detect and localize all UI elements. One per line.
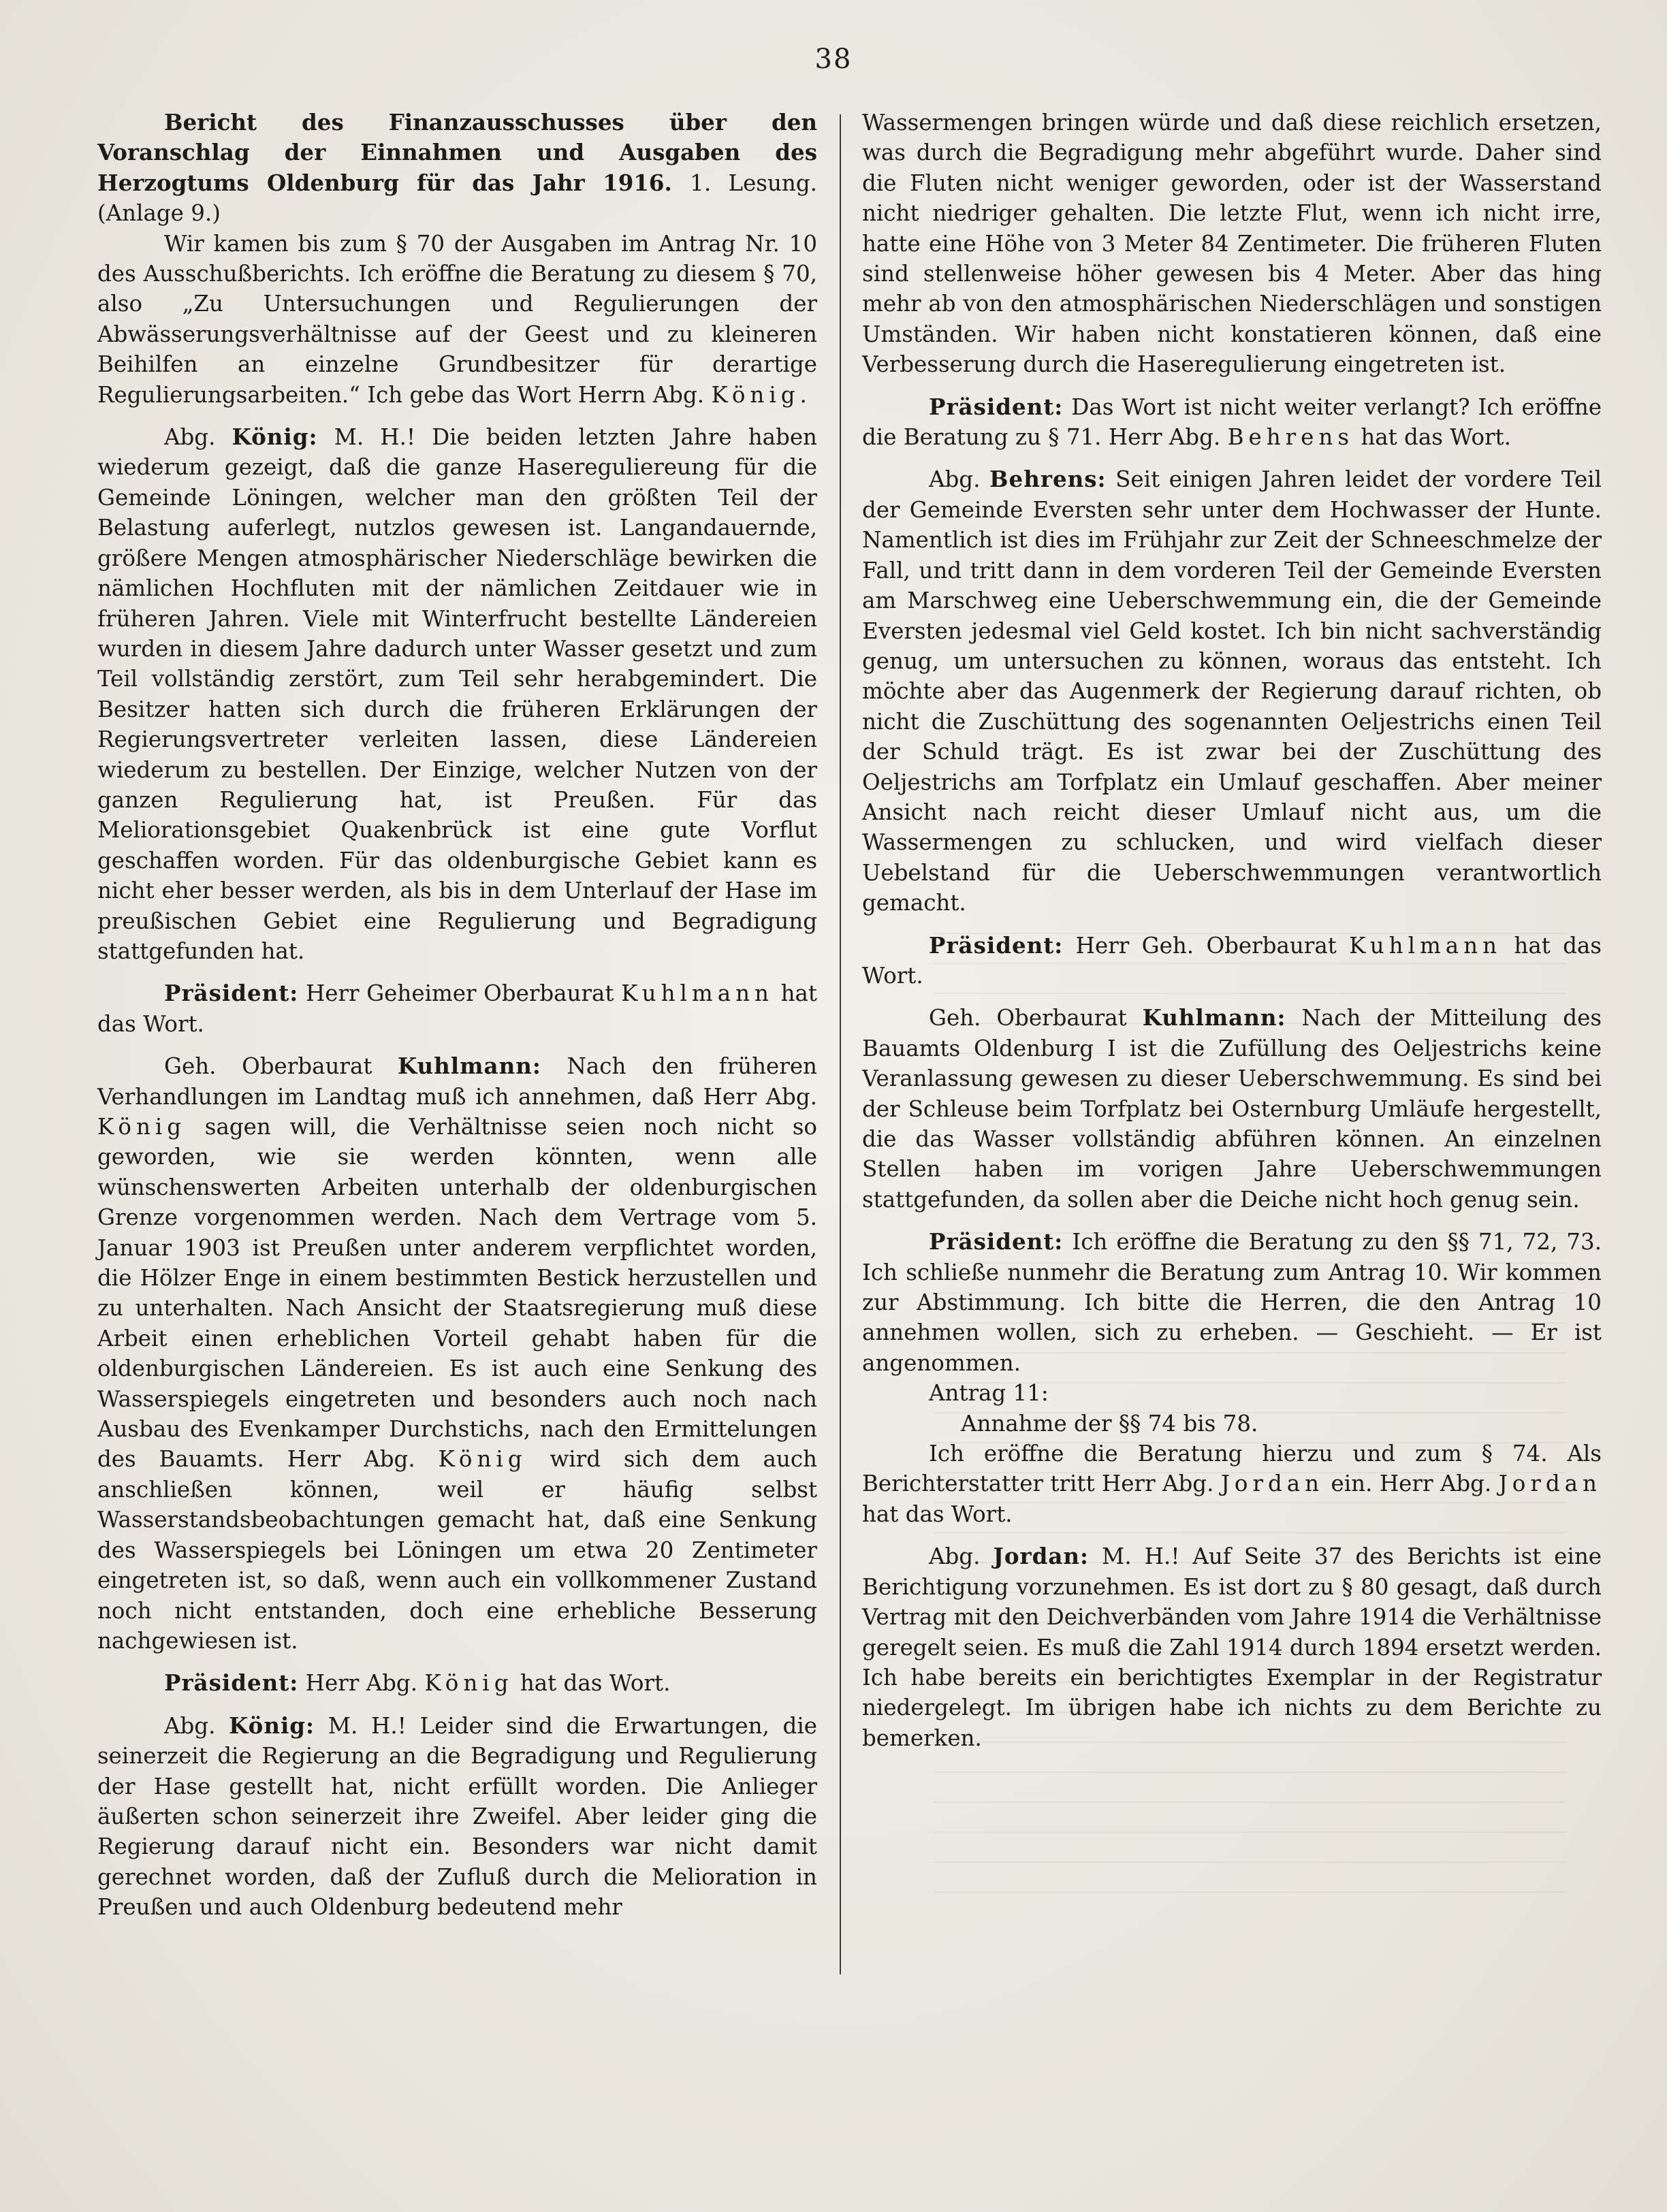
speech-text: Ich eröffne die Beratung hierzu und zum § 74. Als Berichterstatter tritt Herr Abg.: [862, 1441, 1602, 1497]
speaker-name: Präsident:: [929, 393, 1064, 420]
page-number: 38: [814, 44, 853, 75]
speaker-name: Behrens:: [989, 466, 1107, 493]
speaker-name: Präsident:: [929, 1228, 1064, 1255]
antrag-item: Annahme der §§ 74 bis 78.: [961, 1410, 1258, 1437]
speech-text: Seit einigen Jahren leidet der vordere Teil der Gemeinde Eversten sehr unter dem Hochwasser der Hunte. Namentlich ist dies im Frühjahr zur Zeit der Schneeschmelze der Fall, und tritt dann in dem vorderen Teil der Gemeinde Eversten am Marschweg eine Ueberschwemmung ein, die der Gemeinde Eversten jedesmal viel Geld kostet. Ich bin nicht sachverständig genug, um untersuchen zu können, woraus das entsteht. Ich möchte aber das Augenmerk der Regierung darauf richten, ob nicht die Zuschüttung des sogenannten Oeljestrichs einen Teil der Schuld trägt. Es ist zwar bei der Zuschüttung des Oeljestrichs am Torfplatz ein Umlauf geschaffen. Aber meiner Ansicht nach reicht dieser Umlauf nicht aus, um die Wassermengen zu schlucken, und wird vielfach dieser Uebelstand für die Ueberschwemmungen verantwortlich gemacht.: [862, 466, 1602, 916]
speaker-name: König:: [229, 1712, 315, 1739]
speaker-name: Präsident:: [164, 1669, 299, 1697]
called-name: Kuhlmann: [1349, 932, 1502, 959]
called-name: Behrens: [1227, 424, 1354, 451]
intro-text: Wir kamen bis zum § 70 der Ausgaben im Antrag Nr. 10 des Ausschußberichts. Ich eröffne die Beratung zu diesem § 70, also „Zu Untersuchungen und Regulierungen der Abwässerungsverhältnisse auf der Geest und zu kleineren Beihilfen an einzelne Grundbesitzer für derartige Regulierungsarbeiten.“ Ich gebe das Wort Herrn Abg.: [97, 230, 817, 408]
mentioned-name-b: Jordan: [1498, 1471, 1602, 1497]
speaker-name: Präsident:: [929, 931, 1064, 959]
heading-note: 1. Lesung. (Anlage 9.): [97, 170, 817, 227]
antrag-label: Antrag 11:: [929, 1380, 1049, 1407]
paragraph-koenig-2: [97, 1711, 817, 1923]
right-column: [862, 108, 1602, 1753]
speech-mid: ein. Herr Abg.: [1331, 1471, 1492, 1497]
heading-title: Bericht des Finanzausschusses über den Voranschlag der Einnahmen und Ausgaben des Herzogtums Oldenburg für das Jahr 1916.: [97, 109, 817, 196]
called-name: Kuhlmann: [621, 980, 774, 1007]
paragraph-kuhlmann-1: [97, 1051, 817, 1656]
speech-tail: hat das Wort.: [97, 980, 817, 1037]
mentioned-name-b: König: [438, 1446, 527, 1473]
speaker-prefix: Abg.: [929, 466, 981, 493]
mentioned-name-a: Jordan: [1220, 1471, 1324, 1497]
speaker-name: Kuhlmann:: [398, 1053, 541, 1080]
speaker-name: Kuhlmann:: [1142, 1004, 1286, 1031]
paragraph-praesident-4: [862, 931, 1602, 991]
speech-tail: hat das Wort.: [520, 1670, 671, 1697]
speech-text: Wassermengen bringen würde und daß diese reichlich ersetzen, was durch die Begradigung mehr abgeführt wurde. Daher sind die Fluten nicht weniger geworden, oder ist der Wasserstand nicht niedriger gehalten. Die letzte Flut, wenn ich nicht irre, hatte eine Höhe von 3 Meter 84 Zentimeter. Die früheren Fluten sind stellenweise höher gewesen bis 4 Meter. Aber das hing mehr ab von den atmosphärischen Niederschlägen und sonstigen Umständen. Wir haben nicht konstatieren können, daß eine Verbesserung durch die Haseregulierung eingetreten ist.: [862, 110, 1602, 378]
paragraph-koenig-1: [97, 422, 817, 966]
paragraph-jordan: [862, 1541, 1602, 1753]
speech-text: Das Wort ist nicht weiter verlangt? Ich eröffne die Beratung zu § 71. Herr Abg.: [862, 394, 1602, 451]
called-name: König: [424, 1670, 513, 1697]
speech-text-c: wird sich dem auch anschließen können, weil er häufig selbst Wasserstandsbeobachtungen gemacht hat, daß eine Senkung des Wasserspiegels bei Löningen um etwa 20 Zentimeter eingetreten ist, so daß, wenn auch ein vollkommener Zustand noch nicht entstanden, doch eine erhebliche Besserung nachgewiesen ist.: [97, 1446, 817, 1654]
speech-text: Herr Geheimer Oberbaurat: [305, 980, 614, 1007]
speech-text: Ich eröffne die Beratung zu den §§ 71, 72, 73. Ich schließe nunmehr die Beratung zum Antrag 10. Wir kommen zur Abstimmung. Ich bitte die Herren, die den Antrag 10 annehmen wollen, sich zu erheben. — Geschieht. — Er ist angenommen.: [862, 1229, 1602, 1376]
speech-text-b: sagen will, die Verhältnisse seien noch nicht so geworden, wie sie werden könnten, wenn alle wünschenswerten Arbeiten unterhalb der oldenburgischen Grenze vorgenommen werden. Nach dem Vertrage vom 5. Januar 1903 ist Preußen unter anderem verpflichtet worden, die Hölzer Enge in einem bestimmten Bestick herzustellen und zu unterhalten. Nach Ansicht der Staatsregierung muß diese Arbeit einen erheblichen Vorteil gehabt haben für die oldenburgischen Ländereien. Es ist auch eine Senkung des Wasserspiegels eingetreten und besonders auch noch nach Ausbau des Evenkamper Durchstichs, nach den Ermittelungen des Bauamts. Herr Abg.: [97, 1114, 817, 1473]
section-heading: [97, 108, 817, 229]
paragraph-kuhlmann-2: [862, 1003, 1602, 1215]
paragraph-praesident-1: [97, 978, 817, 1039]
speech-text: Nach der Mitteilung des Bauamts Oldenburg I ist die Zufüllung des Oeljestrichs keine Veranlassung gewesen zu dieser Ueberschwemmung. Es sind bei der Schleuse beim Torfplatz bei Osternburg Umläufe hergestellt, die das Wasser vollständig abführen können. An einzelnen Stellen haben im vorigen Jahre Ueberschwemmungen stattgefunden, da sollen aber die Deiche nicht hoch genug sein.: [862, 1005, 1602, 1213]
speech-text: M. H.! Die beiden letzten Jahre haben wiederum gezeigt, daß die ganze Hasereguliereung für die Gemeinde Löningen, welcher man den größten Teil der Belastung auferlegt, nutzlos gewesen ist. Langandauernde, größere Mengen atmosphärischer Niederschläge bewirken die nämlichen Hochfluten mit der nämlichen Zeitdauer wie in früheren Jahren. Viele mit Winterfrucht bestellte Ländereien wurden in diesem Jahre dadurch unter Wasser gesetzt und zum Teil vollständig zerstört, zum Teil sehr herabgemindert. Die Besitzer hatten sich durch die früheren Erklärungen der Regierungsvertreter verleiten lassen, diese Ländereien wiederum zu bestellen. Der Einzige, welcher Nutzen von der ganzen Regulierung hat, ist Preußen. Für das Meliorationsgebiet Quakenbrück ist eine gute Vorflut geschaffen worden. Für das oldenburgische Gebiet kann es nicht eher besser werden, als bis in dem Unterlauf der Hase im preußischen Gebiet eine Regulierung und Begradigung stattgefunden hat.: [97, 424, 817, 964]
speech-text-a: Nach den früheren Verhandlungen im Landtag muß ich annehmen, daß Herr Abg.: [97, 1053, 817, 1110]
paragraph-behrens: [862, 464, 1602, 918]
speaker-prefix: Geh. Oberbaurat: [929, 1005, 1127, 1031]
speech-tail: hat das Wort.: [1361, 424, 1511, 451]
speaker-prefix: Abg.: [929, 1543, 981, 1570]
paragraph-praesident-2: [97, 1668, 817, 1698]
speech-tail: hat das Wort.: [862, 1501, 1013, 1527]
paragraph-praesident-6: [862, 1439, 1602, 1529]
speaker-name: Jordan:: [993, 1543, 1090, 1570]
speaker-name: König:: [232, 423, 318, 451]
intro-speaker-name: König.: [711, 381, 812, 408]
speaker-prefix: Abg.: [164, 1712, 216, 1739]
paragraph-praesident-3: [862, 392, 1602, 453]
speech-text: Herr Abg.: [305, 1670, 418, 1697]
speaker-prefix: Abg.: [164, 424, 216, 451]
speech-text: Herr Geh. Oberbaurat: [1075, 932, 1337, 959]
paragraph-intro: [97, 229, 817, 410]
paragraph-koenig-2-continued: [862, 108, 1602, 380]
speech-text: M. H.! Auf Seite 37 des Berichts ist eine Berichtigung vorzunehmen. Es ist dort zu § 80 gesagt, daß durch Vertrag mit den Deichverbänden vom Jahre 1914 die Verhältnisse geregelt seien. Es muß die Zahl 1914 durch 1894 ersetzt werden. Ich habe bereits ein berichtigtes Exemplar in der Registratur niedergelegt. Im übrigen habe ich nichts zu dem Berichte zu bemerken.: [862, 1543, 1602, 1751]
mentioned-name-a: König: [97, 1114, 187, 1140]
speaker-prefix: Geh. Oberbaurat: [164, 1053, 372, 1080]
paragraph-praesident-5: [862, 1227, 1602, 1378]
speaker-name: Präsident:: [164, 980, 299, 1007]
speech-text: M. H.! Leider sind die Erwartungen, die seinerzeit die Regierung an die Begradigung und Regulierung der Hase gestellt hat, nicht erfüllt worden. Die Anlieger äußerten schon seinerzeit ihre Zweifel. Aber leider ging die Regierung darauf nicht ein. Besonders war nicht damit gerechnet worden, daß der Zufluß durch die Melioration in Preußen und auch Oldenburg bedeutend mehr: [97, 1712, 817, 1921]
left-column: [97, 108, 817, 1923]
column-divider: [840, 114, 841, 1974]
speech-tail: hat das Wort.: [862, 932, 1602, 989]
